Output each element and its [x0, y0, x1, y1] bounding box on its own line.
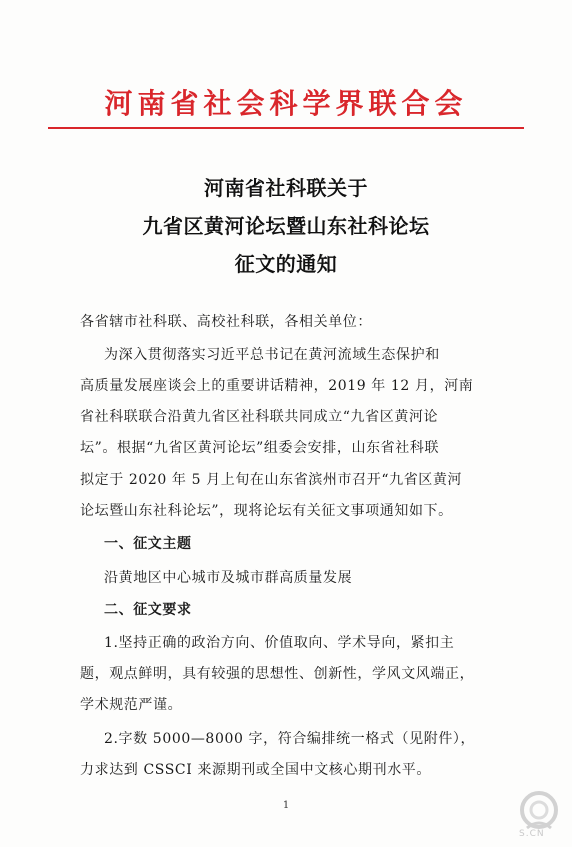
item-2-line-2: 力求达到 CSSCI 来源期刊或全国中文核心期刊水平。 [80, 762, 431, 778]
title-line-3: 征文的通知 [234, 252, 338, 276]
intro-line-4: 坛”。根据“九省区黄河论坛”组委会安排，山东省社科联 [80, 440, 440, 456]
letterhead-rule [48, 127, 524, 129]
item-1-line-1: 1.坚持正确的政治方向、价值取向、学术导向，紧扣主 [104, 635, 455, 651]
intro-line-3: 省社科联联合沿黄九省区社科联共同成立“九省区黄河论 [80, 409, 439, 425]
watermark-text: S.CN [519, 829, 545, 839]
section-1-heading: 一、征文主题 [104, 536, 192, 552]
item-1-line-3: 学术规范严谨。 [80, 697, 183, 713]
section-2-heading: 二、征文要求 [104, 602, 192, 618]
intro-line-1: 为深入贯彻落实习近平总书记在黄河流域生态保护和 [104, 347, 440, 363]
section-1-body: 沿黄地区中心城市及城市群高质量发展 [104, 570, 353, 586]
salutation: 各省辖市社科联、高校社科联，各相关单位： [80, 314, 372, 330]
title-line-1: 河南省社科联关于 [204, 176, 368, 200]
intro-line-6: 论坛暨山东社科论坛”，现将论坛有关征文事项通知如下。 [80, 503, 453, 519]
item-2-line-1: 2.字数 5000—8000 字，符合编排统一格式（见附件）， [104, 731, 476, 747]
intro-line-5: 拟定于 2020 年 5 月上旬在山东省滨州市召开“九省区黄河 [80, 472, 463, 488]
page-number: 1 [282, 800, 290, 811]
letterhead-title: 河南省社会科学界联合会 [104, 87, 468, 120]
title-line-2: 九省区黄河论坛暨山东社科论坛 [142, 214, 430, 238]
intro-line-2: 高质量发展座谈会上的重要讲话精神，2019 年 12 月，河南 [80, 378, 474, 394]
item-1-line-2: 题，观点鲜明，具有较强的思想性、创新性，学风文风端正， [80, 666, 475, 682]
